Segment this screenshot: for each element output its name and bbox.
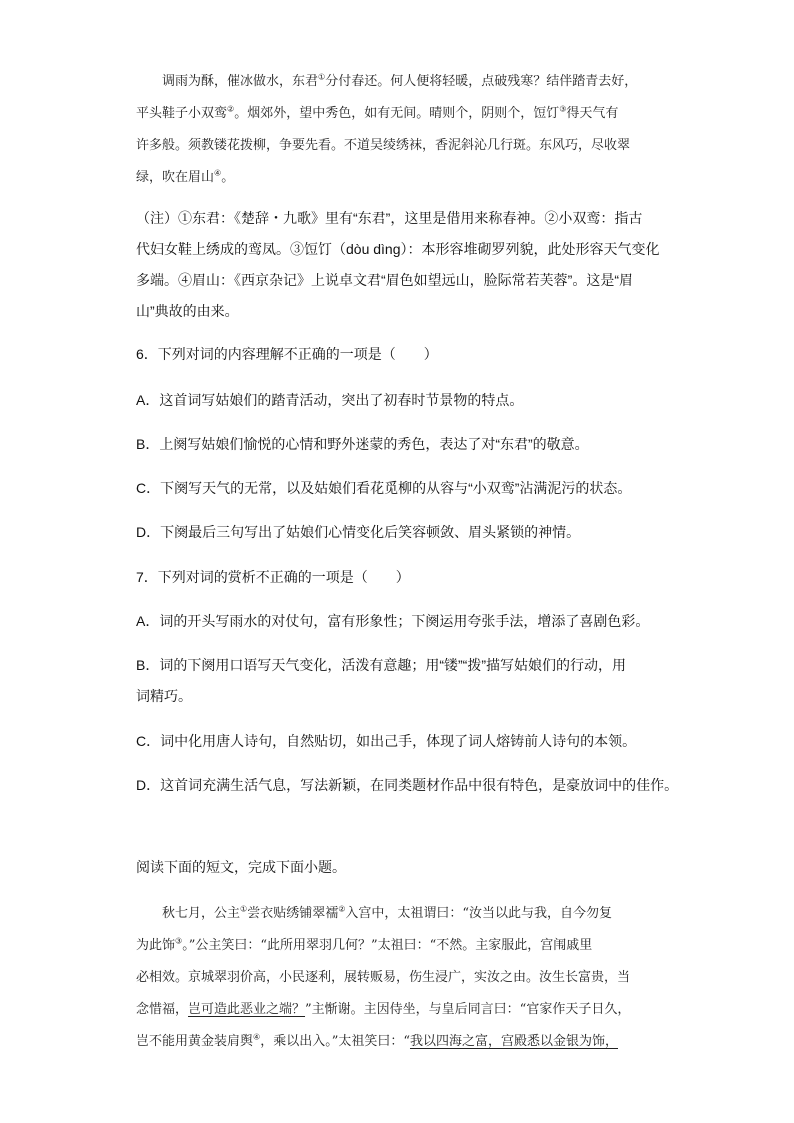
poem-line-4: 绿，吹在眉山④。: [136, 168, 235, 185]
q7-option-a: A．词的开头写雨水的对仗句，富有形象性；下阕运用夸张手法，增添了喜剧色彩。: [136, 613, 650, 629]
q6-stem: 6．下列对词的内容理解不正确的一项是（ ）: [136, 346, 438, 362]
q6-option-b: B．上阕写姑娘们愉悦的心情和野外迷蒙的秀色，表达了对“东君”的敬意。: [136, 436, 589, 452]
passage-line-5: 岂不能用黄金装肩舆④，乘以出入。”太祖笑曰：“我以四海之富，宫殿悉以金银为饰，: [136, 1032, 618, 1049]
note-line-2: 代妇女鞋上绣成的鸾凤。③饾饤（dòu dìng）：本形容堆砌罗列貌，此处形容天气变化: [136, 241, 660, 257]
q6-option-a: A．这首词写姑娘们的踏青活动，突出了初春时节景物的特点。: [136, 392, 524, 408]
note-line-1: （注）①东君：《楚辞・九歌》里有“东君”，这里是借用来称春神。②小双鸾：指古: [136, 210, 643, 226]
q7-option-d: D．这首词充满生活气息，写法新颖，在同类题材作品中很有特色，是豪放词中的佳作。: [136, 777, 679, 793]
passage-line-4: 念惜福，岂可造此恶业之端？”主惭谢。主因侍坐，与皇后同言曰：“官家作天子日久，: [136, 1002, 631, 1017]
note-line-3: 多端。④眉山：《西京杂记》上说卓文君“眉色如望远山，脸际常若芙蓉”。这是“眉: [136, 272, 633, 288]
poem-line-2: 平头鞋子小双鸾②。烟郊外，望中秀色，如有无间。晴则个，阴则个，饾饤③得天气有: [136, 104, 619, 121]
q7-option-b-line-2: 词精巧。: [136, 688, 192, 704]
underlined-sentence-2: 我以四海之富，宫殿悉以金银为饰，: [409, 1034, 618, 1049]
passage-line-3: 必相效。京城翠羽价高，小民逐利，展转贩易，伤生浸广，实汝之由。汝生长富贵，当: [136, 970, 631, 985]
passage-line-1: 秋七月，公主①尝衣贴绣铺翠襦②入宫中，太祖谓曰：“汝当以此与我，自今勿复: [162, 904, 613, 921]
passage-line-2: 为此饰③。”公主笑曰：“此所用翠羽几何？”太祖曰：“不然。主家服此，宫闱戚里: [136, 936, 593, 953]
q6-option-d: D．下阕最后三句写出了姑娘们心情变化后笑容顿敛、眉头紧锁的神情。: [136, 524, 581, 540]
q7-stem: 7．下列对词的赏析不正确的一项是（ ）: [136, 569, 410, 585]
q7-option-c: C．词中化用唐人诗句，自然贴切，如出己手，体现了词人熔铸前人诗句的本领。: [136, 733, 637, 749]
poem-line-1: 调雨为酥，催冰做水，东君①分付春还。何人便将轻暖，点破残寒？结伴踏青去好，: [162, 72, 638, 89]
q6-option-c: C．下阕写天气的无常，以及姑娘们看花觅柳的从容与“小双鸾”沾满泥污的状态。: [136, 480, 632, 496]
reading-intro: 阅读下面的短文，完成下面小题。: [136, 859, 346, 875]
q7-option-b-line-1: B．词的下阕用口语写天气变化，活泼有意趣；用“镂”“拨”描写姑娘们的行动，用: [136, 657, 626, 673]
underlined-sentence-1: 岂可造此恶业之端？: [188, 1002, 306, 1017]
poem-line-3: 许多般。须教镂花拨柳，争要先看。不道吴绫绣袜，香泥斜沁几行斑。东风巧，尽收翠: [136, 138, 631, 153]
note-line-4: 山”典故的由来。: [136, 303, 239, 319]
